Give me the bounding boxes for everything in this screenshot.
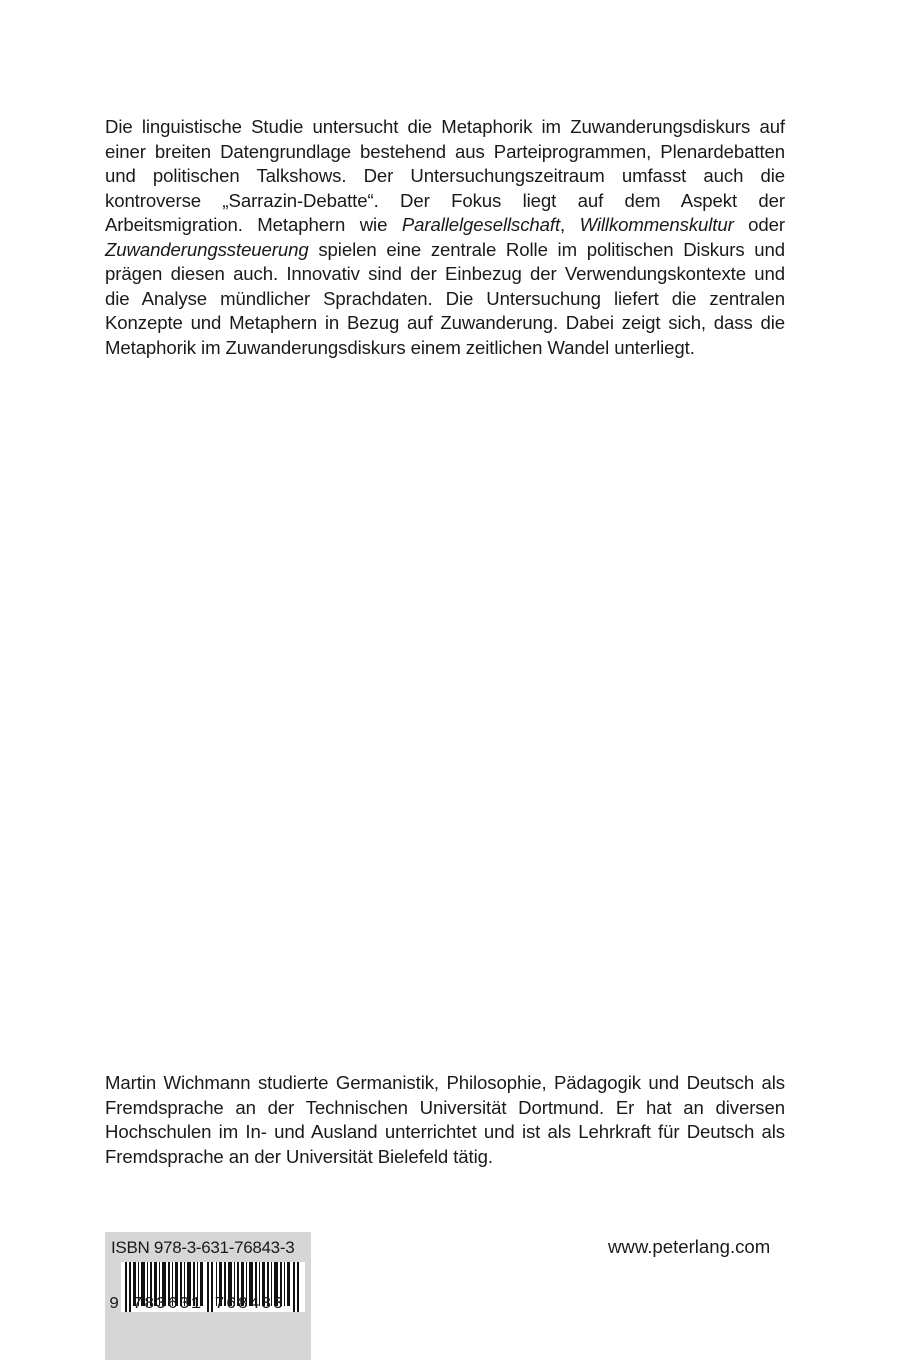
barcode-digits: 9 783631 768433	[109, 1295, 285, 1314]
publisher-url: www.peterlang.com	[608, 1236, 771, 1257]
back-cover-blurb	[105, 115, 785, 360]
blurb-term-zuwanderungssteuerung: Zuwanderungssteuerung	[105, 238, 309, 260]
blurb-text-1: Die linguistische Studie untersucht die Metaphorik im Zuwanderungsdiskurs auf einer breiten Datengrundlage bestehend aus Parteiprogrammen, Plenardebatten und politischen Talkshows. Der Untersuchungszeitraum umfasst auch die kontroverse „Sarrazin-Debatte“. Der Fokus liegt auf dem Aspekt der Arbeitsmigration. Metaphern wie	[105, 116, 785, 235]
isbn-label: ISBN 978-3-631-76843-3	[111, 1238, 295, 1257]
blurb-term-parallelgesellschaft: Parallelgesellschaft	[401, 214, 561, 235]
blurb-term-willkommenskultur: Willkommenskultur	[579, 214, 734, 235]
blurb-separator-1: ,	[560, 214, 580, 235]
blurb-text-2: spielen eine zentrale Rolle im politischen Diskurs und prägen diesen auch. Innovativ sind der Einbezug der Verwendungskontexte und die Analyse mündlicher Sprachdaten. Die Untersuchung liefert die zentralen Konzepte und Metaphern in Bezug auf Zuwanderung. Dabei zeigt sich, dass die Metaphorik im Zuwanderungsdiskurs einem zeitlichen Wandel unterliegt.	[105, 238, 785, 358]
author-bio: Martin Wichmann studierte Germanistik, Philosophie, Pädagogik und Deutsch als Fremdsprache an der Technischen Universität Dortmund. Er hat an diversen Hochschulen im In- und Ausland unterrichtet und ist als Lehrkraft für Deutsch als Fremdsprache an der Universität Bielefeld tätig.	[105, 1072, 785, 1167]
blurb-separator-2: oder	[733, 214, 785, 235]
isbn-barcode-box	[105, 1232, 311, 1360]
